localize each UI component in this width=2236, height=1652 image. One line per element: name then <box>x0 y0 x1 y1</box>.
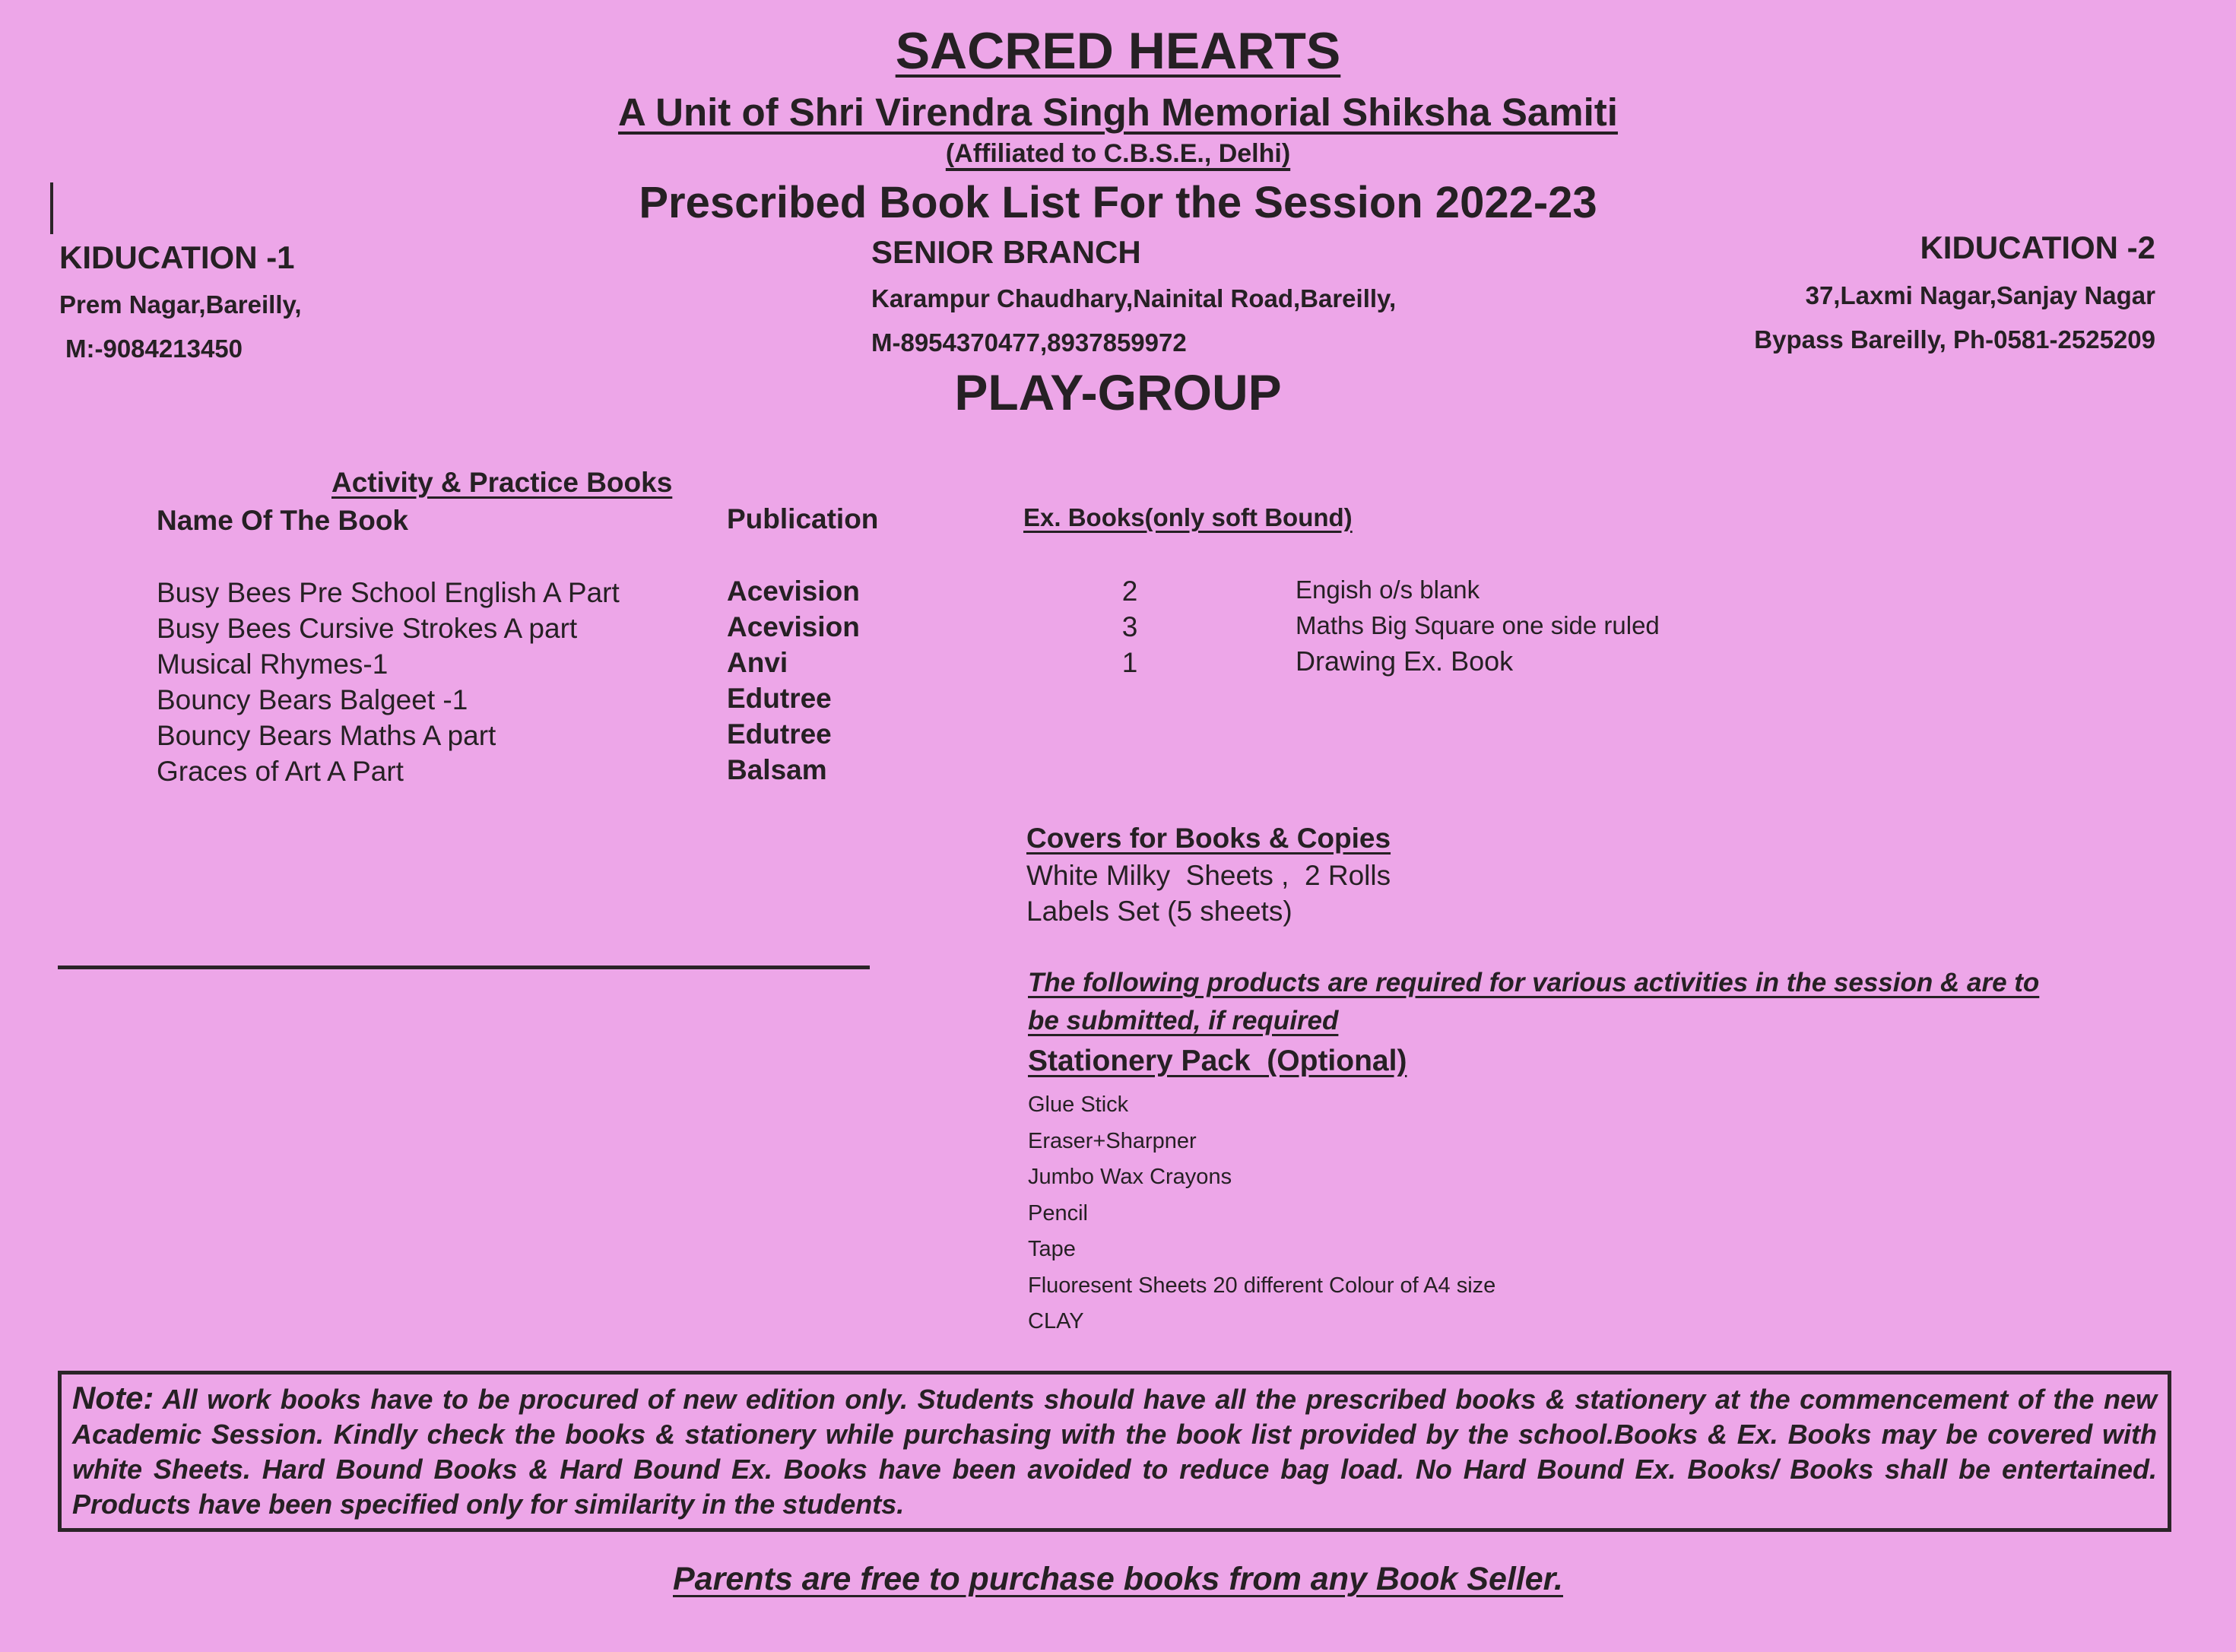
book-publication: Acevision <box>727 576 860 607</box>
col-book-name: Name Of The Book <box>157 505 408 536</box>
ex-book-qty-list <box>1121 573 1139 680</box>
kiducation-2-address: 37,Laxmi Nagar,Sanjay Nagar <box>1805 281 2155 309</box>
ex-book-desc: Engish o/s blank <box>1296 576 1480 604</box>
stationery-item: Tape <box>1028 1237 1076 1261</box>
book-name: Busy Bees Cursive Strokes A part <box>157 613 578 644</box>
book-name: Bouncy Bears Balgeet -1 <box>157 684 468 715</box>
senior-branch-address: Karampur Chaudhary,Nainital Road,Bareilly, <box>871 284 1397 312</box>
stationery-item: Eraser+Sharpner <box>1028 1128 1197 1153</box>
ex-book-desc-list <box>1296 572 1660 679</box>
cover-item: White Milky Sheets , 2 Rolls <box>1026 860 1391 891</box>
stationery-list <box>1028 1087 1495 1340</box>
cover-item: Labels Set (5 sheets) <box>1026 896 1292 927</box>
ex-book-qty: 1 <box>1121 647 1138 678</box>
book-publication: Acevision <box>727 611 860 642</box>
note-box <box>58 1371 2171 1532</box>
kiducation-1-phone: M:-9084213450 <box>65 335 243 363</box>
kiducation-1-address: Prem Nagar,Bareilly, <box>59 290 302 319</box>
required-products-note <box>1028 964 2153 1040</box>
stationery-heading: Stationery Pack (Optional) <box>1028 1045 1407 1077</box>
book-name: Musical Rhymes-1 <box>157 648 389 680</box>
senior-branch-phone: M-8954370477,8937859972 <box>871 328 1187 357</box>
book-name: Graces of Art A Part <box>157 756 404 787</box>
col-publication: Publication <box>727 503 879 534</box>
stationery-item: CLAY <box>1028 1309 1084 1333</box>
affiliation: (Affiliated to C.B.S.E., Delhi) <box>945 139 1291 168</box>
senior-branch-name: SENIOR BRANCH <box>871 234 1141 270</box>
kiducation-2-name: KIDUCATION -2 <box>1920 230 2155 265</box>
kiducation-1-name: KIDUCATION -1 <box>59 239 295 275</box>
stationery-item: Jumbo Wax Crayons <box>1028 1165 1232 1189</box>
note-text: All work books have to be procured of new edition only. Students should have all the prescribed books & stationery at the commencement of the new Academic Session. Kindly check the books & stationery while purchasing with the book list provided by the school.Books & Ex. Books may be covered with white Sheets. Hard Bound Books & Hard Bound Ex. Books have been avoided to reduce bag load. No Hard Bound Ex. Books/ Books shall be entertained. Products have been specified only for similarity in the students. <box>72 1384 2157 1520</box>
ex-book-desc: Maths Big Square one side ruled <box>1296 611 1660 639</box>
session-title: Prescribed Book List For the Session 2022-23 <box>639 178 1597 227</box>
book-publication: Edutree <box>727 718 832 750</box>
book-name-list <box>157 575 620 789</box>
book-name: Busy Bees Pre School English A Part <box>157 577 620 608</box>
col-ex-books: Ex. Books(only soft Bound) <box>1023 503 1353 531</box>
book-publication: Balsam <box>727 754 827 785</box>
ex-book-qty: 3 <box>1121 611 1138 642</box>
stationery-item: Pencil <box>1028 1200 1088 1226</box>
stationery-item: Fluoresent Sheets 20 different Colour of A4 size <box>1028 1273 1496 1298</box>
kiducation-2-phone: Bypass Bareilly, Ph-0581-2525209 <box>1754 325 2155 354</box>
divider-line <box>58 966 870 969</box>
unit-line: A Unit of Shri Virendra Singh Memorial Shiksha Samiti <box>618 90 1618 134</box>
footer-note: Parents are free to purchase books from any Book Seller. <box>673 1561 1563 1597</box>
ex-book-desc: Drawing Ex. Book <box>1296 645 1514 677</box>
school-name: SACRED HEARTS <box>895 22 1341 80</box>
note-label: Note: <box>72 1380 154 1416</box>
book-publication: Anvi <box>727 647 788 678</box>
stationery-item: Glue Stick <box>1028 1092 1129 1117</box>
ex-book-qty: 2 <box>1121 576 1138 607</box>
book-name: Bouncy Bears Maths A part <box>157 720 496 751</box>
class-title: PLAY-GROUP <box>954 364 1282 420</box>
publication-list <box>727 573 860 788</box>
book-publication: Edutree <box>727 683 832 714</box>
covers-list <box>1026 858 1391 929</box>
activity-books-heading: Activity & Practice Books <box>331 467 673 498</box>
required-note-line-2: be submitted, if required <box>1028 1006 1339 1035</box>
required-note-line-1: The following products are required for various activities in the session & are to <box>1028 968 2040 997</box>
covers-heading: Covers for Books & Copies <box>1026 823 1391 854</box>
